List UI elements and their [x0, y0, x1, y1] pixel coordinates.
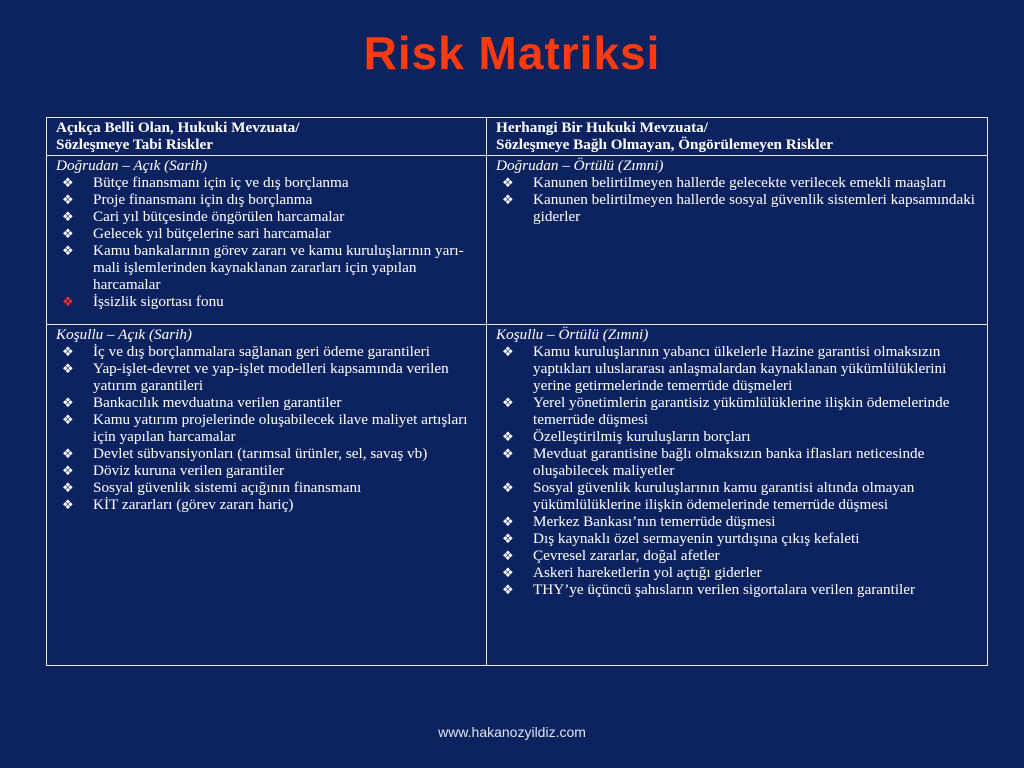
header-explicit-line2: Sözleşmeye Tabi Riskler	[56, 136, 213, 153]
list-item-text: İç ve dış borçlanmalara sağlanan geri ödeme garantileri	[93, 343, 430, 360]
diamond-bullet-icon: ❖	[62, 294, 74, 309]
list-item	[496, 564, 981, 581]
direct-row	[47, 156, 988, 325]
list-item-text: İşsizlik sigortası fonu	[93, 293, 224, 310]
list-item-text: Cari yıl bütçesinde öngörülen harcamalar	[93, 208, 345, 225]
list-item-text: Kanunen belirtilmeyen hallerde sosyal güvenlik sistemleri kapsamındaki giderler	[533, 191, 976, 225]
list-item-text: Kamu yatırım projelerinde oluşabilecek ilave maliyet artışları için yapılan harcamalar	[93, 411, 468, 445]
list-item-text: Merkez Bankası’nın temerrüde düşmesi	[533, 513, 776, 530]
quadrant-title: Doğrudan – Örtülü (Zımni)	[496, 157, 664, 174]
list-item	[56, 242, 480, 293]
risk-list	[496, 174, 981, 225]
slide-title: Risk Matriksi	[363, 27, 661, 79]
list-item-text: Kamu kuruluşlarının yabancı ülkelerle Hazine garantisi olmaksızın yaptıkları uluslararası anlaşmalardan kaynaklanan yükümlülüklerini yerine getirmelerinde temerrüde düşmeleri	[533, 343, 947, 394]
diamond-bullet-icon: ❖	[502, 344, 514, 359]
quadrant-contingent-explicit	[47, 325, 487, 666]
list-item	[56, 174, 480, 191]
list-item-text: Mevduat garantisine bağlı olmaksızın banka iflasları neticesinde oluşabilecek maliyetler	[533, 445, 925, 479]
diamond-bullet-icon: ❖	[62, 344, 74, 359]
quadrant-direct-explicit	[47, 156, 487, 325]
diamond-bullet-icon: ❖	[62, 480, 74, 495]
list-item-text: Dış kaynaklı özel sermayenin yurtdışına çıkış kefaleti	[533, 530, 860, 547]
list-item	[496, 394, 981, 428]
list-item-text: KİT zararları (görev zararı hariç)	[93, 496, 294, 513]
list-item	[496, 445, 981, 479]
list-item-text: Devlet sübvansiyonları (tarımsal ürünler, sel, savaş vb)	[93, 445, 428, 462]
list-item	[56, 208, 480, 225]
list-item	[496, 191, 981, 225]
risk-matrix-table	[46, 117, 988, 666]
list-item	[56, 360, 480, 394]
contingent-row	[47, 325, 988, 666]
list-item-text: Özelleştirilmiş kuruluşların borçları	[533, 428, 751, 445]
list-item	[496, 547, 981, 564]
diamond-bullet-icon: ❖	[502, 548, 514, 563]
list-item-text: Çevresel zararlar, doğal afetler	[533, 547, 720, 564]
diamond-bullet-icon: ❖	[62, 243, 74, 258]
list-item-text: Askeri hareketlerin yol açtığı giderler	[533, 564, 762, 581]
list-item-text: Proje finansmanı için dış borçlanma	[93, 191, 313, 208]
list-item	[56, 394, 480, 411]
footer-url: www.hakanozyildiz.com	[438, 724, 586, 740]
diamond-bullet-icon: ❖	[502, 582, 514, 597]
list-item-text: Döviz kuruna verilen garantiler	[93, 462, 285, 479]
list-item-text: Sosyal güvenlik kuruluşlarının kamu garantisi altında olmayan yükümlülüklerine ilişkin ödemelerinde temerrüde düşmesi	[533, 479, 915, 513]
list-item	[496, 343, 981, 394]
diamond-bullet-icon: ❖	[502, 446, 514, 461]
list-item-text: Yerel yönetimlerin garantisiz yükümlülüklerine ilişkin ödemelerinde temerrüde düşmesi	[533, 394, 950, 428]
diamond-bullet-icon: ❖	[502, 531, 514, 546]
list-item-text: Sosyal güvenlik sistemi açığının finansmanı	[93, 479, 362, 496]
header-explicit-line1: Açıkça Belli Olan, Hukuki Mevzuata/	[56, 119, 300, 136]
quadrant-title: Koşullu – Açık (Sarih)	[56, 326, 192, 343]
list-item	[496, 428, 981, 445]
diamond-bullet-icon: ❖	[502, 565, 514, 580]
diamond-bullet-icon: ❖	[62, 412, 74, 427]
diamond-bullet-icon: ❖	[62, 497, 74, 512]
quadrant-title: Doğrudan – Açık (Sarih)	[56, 157, 208, 174]
diamond-bullet-icon: ❖	[502, 192, 514, 207]
list-item	[56, 462, 480, 479]
risk-list	[496, 343, 981, 598]
list-item	[56, 445, 480, 462]
diamond-bullet-icon: ❖	[62, 463, 74, 478]
list-item-text: Gelecek yıl bütçelerine sari harcamalar	[93, 225, 331, 242]
diamond-bullet-icon: ❖	[62, 175, 74, 190]
quadrant-direct-implicit	[487, 156, 988, 325]
diamond-bullet-icon: ❖	[502, 395, 514, 410]
diamond-bullet-icon: ❖	[62, 361, 74, 376]
diamond-bullet-icon: ❖	[62, 395, 74, 410]
diamond-bullet-icon: ❖	[62, 192, 74, 207]
diamond-bullet-icon: ❖	[502, 429, 514, 444]
diamond-bullet-icon: ❖	[502, 175, 514, 190]
list-item	[56, 496, 480, 513]
list-item	[56, 479, 480, 496]
risk-list	[56, 174, 480, 310]
list-item-text: Kanunen belirtilmeyen hallerde gelecekte verilecek emekli maaşları	[533, 174, 947, 191]
list-item	[496, 174, 981, 191]
list-item-text: Kamu bankalarının görev zararı ve kamu kuruluşlarının yarı-mali işlemlerinden kaynaklanan zararları için yapılan harcamalar	[93, 242, 464, 293]
list-item	[56, 293, 480, 310]
list-item-text: Bankacılık mevduatına verilen garantiler	[93, 394, 342, 411]
list-item	[496, 530, 981, 547]
diamond-bullet-icon: ❖	[62, 226, 74, 241]
list-item	[496, 513, 981, 530]
quadrant-title: Koşullu – Örtülü (Zımni)	[496, 326, 649, 343]
list-item	[496, 479, 981, 513]
header-implicit-line2: Sözleşmeye Bağlı Olmayan, Öngörülemeyen Riskler	[496, 136, 834, 153]
diamond-bullet-icon: ❖	[502, 480, 514, 495]
risk-list	[56, 343, 480, 513]
list-item	[56, 411, 480, 445]
diamond-bullet-icon: ❖	[502, 514, 514, 529]
header-implicit-line1: Herhangi Bir Hukuki Mevzuata/	[496, 119, 708, 136]
quadrant-contingent-implicit	[487, 325, 988, 666]
list-item	[56, 343, 480, 360]
list-item	[56, 225, 480, 242]
header-implicit-risks	[487, 118, 988, 156]
list-item-text: THY’ye üçüncü şahısların verilen sigortalara verilen garantiler	[533, 581, 916, 598]
list-item-text: Bütçe finansmanı için iç ve dış borçlanma	[93, 174, 349, 191]
list-item	[56, 191, 480, 208]
list-item-text: Yap-işlet-devret ve yap-işlet modelleri kapsamında verilen yatırım garantileri	[93, 360, 449, 394]
diamond-bullet-icon: ❖	[62, 209, 74, 224]
diamond-bullet-icon: ❖	[62, 446, 74, 461]
header-explicit-risks	[47, 118, 487, 156]
list-item	[496, 581, 981, 598]
header-row	[47, 118, 988, 156]
